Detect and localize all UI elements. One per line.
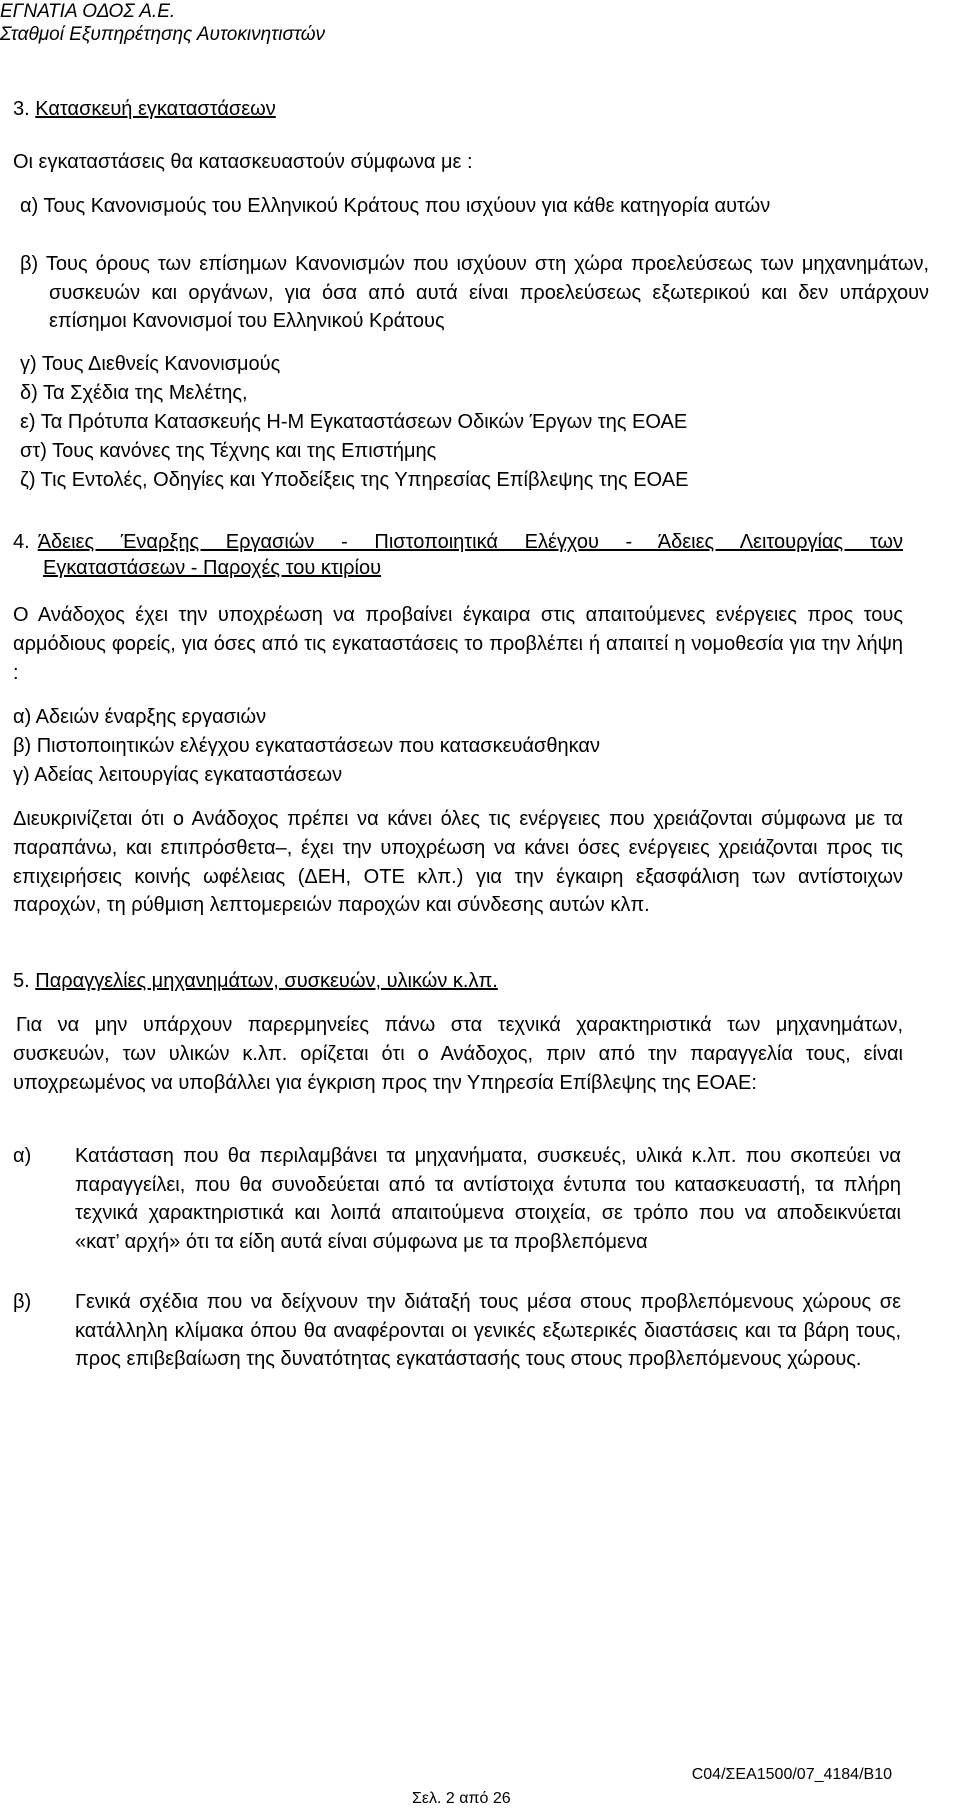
section-number: 5. [13, 970, 30, 992]
section-title: Παραγγελίες μηχανημάτων, συσκευών, υλικών κ.λπ. [35, 970, 498, 992]
section-4-clarification: Διευκρινίζεται ότι ο Ανάδοχος πρέπει να κάνει όλες τις ενέργειες που χρειάζονται σύμφωνα με τα παραπάνω, και επιπρόσθετα–, έχει την υποχρέωση να κάνει όσες ενέργειες χρειάζονται προς τις επιχειρήσεις κοινής ωφέλειας (ΔΕΗ, ΟΤΕ κλπ.) για την έγκαιρη εξασφάλιση των αντίστοιχων παροχών, τη ρύθμιση λεπτομερειών παροχών και σύνδεσης αυτών κλπ. [13, 808, 903, 917]
list-item: β) Τους όρους των επίσημων Κανονισμών που ισχύουν στη χώρα προελεύσεως των μηχανημάτων, συσκευών και οργάνων, για όσα από αυτά είναι προελεύσεως εξωτερικού και δεν υπάρχουν επίσημοι Κανονισμοί του Ελληνικού Κράτους [20, 253, 929, 333]
section-4-paragraph: Ο Ανάδοχος έχει την υποχρέωση να προβαίνει έγκαιρα στις απαιτούμενες ενέργειες προς τους αρμόδιους φορείς, για όσες από τις εγκαταστάσεις το προβλέπει ή απαιτεί η νομοθεσία για την λήψη : [13, 604, 903, 684]
list-item: Γενικά σχέδια που να δείχνουν την διάταξή τους μέσα στους προβλεπόμενους χώρους σε κατάλληλη κλίμακα όπου θα αναφέρονται οι γενικές εξωτερικές διαστάσεις και τα βάρη τους, προς επιβεβαίωση της δυνατότητας εγκατάστασής τους στους προβλεπόμενους χώρους. [75, 1291, 901, 1371]
list-item: α) Τους Κανονισμούς του Ελληνικού Κράτους που ισχύουν για κάθε κατηγορία αυτών [20, 195, 771, 217]
company-name: ΕΓΝΑΤΙΑ ΟΔΟΣ Α.Ε. [0, 1, 176, 22]
section-title-continued: Εγκαταστάσεων - Παροχές του κτιρίου [43, 557, 382, 579]
section-3-intro: Οι εγκαταστάσεις θα κατασκευαστούν σύμφωνα με : [13, 151, 473, 173]
list-item: ζ) Τις Εντολές, Οδηγίες και Υποδείξεις της Υπηρεσίας Επίβλεψης της ΕΟΑΕ [20, 469, 689, 491]
section-5-paragraph: Για να μην υπάρχουν παρερμηνείες πάνω στα τεχνικά χαρακτηριστικά των μηχανημάτων, συσκευών, των υλικών κ.λπ. ορίζεται ότι ο Ανάδοχος, πριν από την παραγγελία τους, είναι υποχρεωμένος να υποβάλλει για έγκριση προς την Υπηρεσία Επίβλεψης της ΕΟΑΕ: [13, 1014, 903, 1094]
document-code: C04/ΣΕΑ1500/07_4184/Β10 [691, 1766, 892, 1783]
list-item: ε) Τα Πρότυπα Κατασκευής Η-Μ Εγκαταστάσεων Οδικών Έργων της ΕΟΑΕ [20, 411, 688, 433]
document-subtitle: Σταθμοί Εξυπηρέτησης Αυτοκινητιστών [0, 24, 326, 45]
list-item: γ) Αδείας λειτουργίας εγκαταστάσεων [13, 764, 343, 786]
section-number: 3. [13, 98, 30, 120]
list-item: Κατάσταση που θα περιλαμβάνει τα μηχανήματα, συσκευές, υλικά κ.λπ. που σκοπεύει να παραγγείλει, που θα συνοδεύεται από τα αντίστοιχα έντυπα του κατασκευαστή, τα πλήρη τεχνικά χαρακτηριστικά και λοιπά απαιτούμενα στοιχεία, σε τρόπο που να αποδεικνύεται «κατ’ αρχή» ότι τα είδη αυτά είναι σύμφωνα με τα προβλεπόμενα [75, 1145, 901, 1253]
section-title: Άδειες Έναρξης Εργασιών - Πιστοποιητικά Ελέγχου - Άδειες Λειτουργίας των [37, 531, 903, 553]
document-header [0, 0, 325, 46]
section-4-heading [13, 529, 903, 581]
section-3-heading [13, 96, 276, 122]
list-item-label: β) [13, 1291, 32, 1313]
section-number: 4. [13, 531, 30, 553]
list-item: β) Πιστοποιητικών ελέγχου εγκαταστάσεων που κατασκευάσθηκαν [13, 735, 600, 757]
list-item: δ) Τα Σχέδια της Μελέτης, [20, 382, 248, 404]
list-item: α) Αδειών έναρξης εργασιών [13, 706, 267, 728]
list-item: στ) Τους κανόνες της Τέχνης και της Επιστήμης [20, 440, 437, 462]
list-item-label: α) [13, 1145, 32, 1167]
section-title: Κατασκευή εγκαταστάσεων [35, 98, 276, 120]
list-item: γ) Τους Διεθνείς Κανονισμούς [20, 353, 281, 375]
section-5-heading [13, 968, 498, 994]
page-number: Σελ. 2 από 26 [412, 1790, 511, 1807]
